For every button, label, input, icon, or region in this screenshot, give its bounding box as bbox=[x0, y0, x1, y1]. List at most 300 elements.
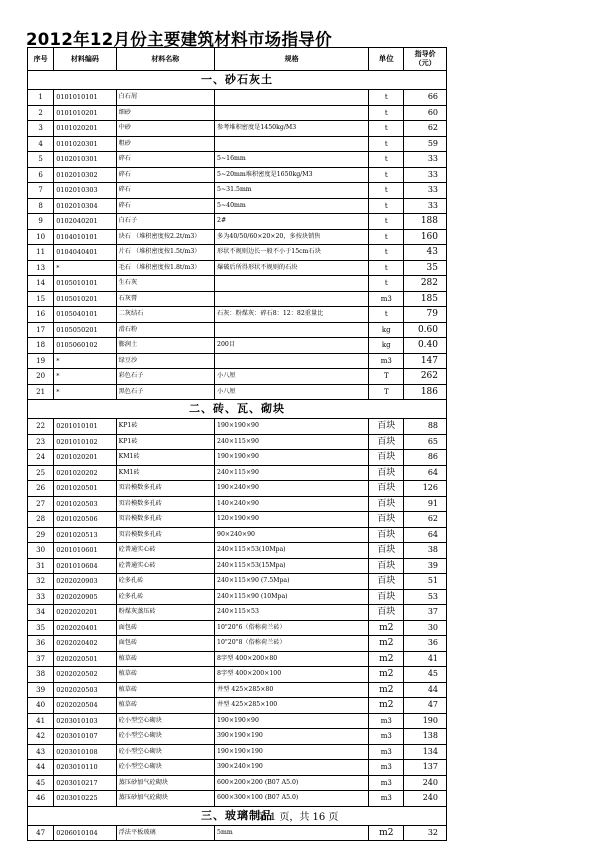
cell-price: 185 bbox=[404, 291, 447, 307]
cell-unit: 百块 bbox=[369, 574, 404, 590]
table-row bbox=[28, 307, 447, 323]
cell-spec: 600×200×200 (B07 A5.0) bbox=[215, 775, 369, 791]
cell-unit: m3 bbox=[369, 744, 404, 760]
table-row bbox=[28, 744, 447, 760]
table-header-row bbox=[28, 48, 447, 71]
cell-no: 14 bbox=[28, 276, 54, 292]
table-row bbox=[28, 605, 447, 621]
cell-unit: m2 bbox=[369, 636, 404, 652]
cell-price: 66 bbox=[404, 90, 447, 106]
cell-no: 34 bbox=[28, 605, 54, 621]
cell-no: 40 bbox=[28, 698, 54, 714]
table-row bbox=[28, 589, 447, 605]
cell-name: 砼普通实心砖 bbox=[116, 558, 214, 574]
cell-code: 0102010304 bbox=[54, 198, 116, 214]
cell-price: 38 bbox=[404, 543, 447, 559]
cell-code: 0201020501 bbox=[54, 481, 116, 497]
cell-no: 29 bbox=[28, 527, 54, 543]
table-row bbox=[28, 152, 447, 168]
cell-code: 0102010301 bbox=[54, 152, 116, 168]
header-name: 材料名称 bbox=[116, 48, 214, 71]
section-title: 三、玻璃制品 bbox=[28, 806, 447, 825]
table-row bbox=[28, 291, 447, 307]
table-row bbox=[28, 276, 447, 292]
cell-no: 39 bbox=[28, 682, 54, 698]
cell-spec: 2# bbox=[215, 214, 369, 230]
cell-code: 0202020502 bbox=[54, 667, 116, 683]
cell-no: 11 bbox=[28, 245, 54, 261]
cell-name: 细砂 bbox=[116, 105, 214, 121]
cell-no: 24 bbox=[28, 450, 54, 466]
cell-unit: 百块 bbox=[369, 543, 404, 559]
cell-no: 22 bbox=[28, 419, 54, 435]
cell-no: 38 bbox=[28, 667, 54, 683]
cell-price: 47 bbox=[404, 698, 447, 714]
cell-spec: 井型 425×285×80 bbox=[215, 682, 369, 698]
cell-name: 页岩模数多孔砖 bbox=[116, 496, 214, 512]
cell-spec: 5mm bbox=[215, 825, 369, 841]
table-row bbox=[28, 245, 447, 261]
cell-price: 186 bbox=[404, 384, 447, 400]
cell-spec: 190×190×90 bbox=[215, 419, 369, 435]
cell-name: 面包砖 bbox=[116, 636, 214, 652]
cell-name: 碎石 bbox=[116, 152, 214, 168]
cell-name: KM1砖 bbox=[116, 465, 214, 481]
table-row bbox=[28, 450, 447, 466]
cell-name: 碎石 bbox=[116, 167, 214, 183]
cell-no: 16 bbox=[28, 307, 54, 323]
cell-name: 植草砖 bbox=[116, 651, 214, 667]
cell-no: 47 bbox=[28, 825, 54, 841]
cell-unit: t bbox=[369, 307, 404, 323]
cell-spec: 爆破后所得形状不规则的石块 bbox=[215, 260, 369, 276]
cell-no: 27 bbox=[28, 496, 54, 512]
cell-no: 5 bbox=[28, 152, 54, 168]
cell-spec: 390×240×190 bbox=[215, 760, 369, 776]
cell-spec: 5~20mm堆积密度是1650kg/M3 bbox=[215, 167, 369, 183]
cell-no: 43 bbox=[28, 744, 54, 760]
cell-no: 6 bbox=[28, 167, 54, 183]
cell-code: * bbox=[54, 369, 116, 385]
cell-price: 62 bbox=[404, 512, 447, 528]
table-row bbox=[28, 384, 447, 400]
table-row bbox=[28, 682, 447, 698]
cell-spec: 600×300×100 (B07 A5.0) bbox=[215, 791, 369, 807]
cell-price: 39 bbox=[404, 558, 447, 574]
cell-price: 64 bbox=[404, 527, 447, 543]
cell-name: 植草砖 bbox=[116, 682, 214, 698]
cell-code: 0201020513 bbox=[54, 527, 116, 543]
cell-unit: kg bbox=[369, 338, 404, 354]
cell-no: 44 bbox=[28, 760, 54, 776]
cell-name: 砼小型空心砌块 bbox=[116, 760, 214, 776]
cell-spec: 240×115×90 bbox=[215, 465, 369, 481]
cell-spec bbox=[215, 276, 369, 292]
cell-spec: 10"20"6（俗称荷兰砖） bbox=[215, 620, 369, 636]
cell-unit: 百块 bbox=[369, 465, 404, 481]
cell-name: 砼普通实心砖 bbox=[116, 543, 214, 559]
cell-unit: t bbox=[369, 198, 404, 214]
cell-price: 91 bbox=[404, 496, 447, 512]
cell-name: 砼多孔砖 bbox=[116, 589, 214, 605]
cell-name: KP1砖 bbox=[116, 419, 214, 435]
cell-no: 21 bbox=[28, 384, 54, 400]
cell-spec: 参考堆积密度是1450kg/M3 bbox=[215, 121, 369, 137]
cell-price: 160 bbox=[404, 229, 447, 245]
table-row bbox=[28, 543, 447, 559]
cell-spec: 井型 425×285×100 bbox=[215, 698, 369, 714]
cell-code: * bbox=[54, 353, 116, 369]
cell-unit: m2 bbox=[369, 682, 404, 698]
cell-price: 79 bbox=[404, 307, 447, 323]
cell-no: 32 bbox=[28, 574, 54, 590]
table-row bbox=[28, 353, 447, 369]
table-row bbox=[28, 136, 447, 152]
cell-price: 30 bbox=[404, 620, 447, 636]
cell-code: 0102010302 bbox=[54, 167, 116, 183]
cell-spec: 190×190×190 bbox=[215, 744, 369, 760]
cell-name: 砼小型空心砌块 bbox=[116, 744, 214, 760]
cell-unit: 百块 bbox=[369, 496, 404, 512]
cell-code: 0101010201 bbox=[54, 105, 116, 121]
cell-name: 石灰膏 bbox=[116, 291, 214, 307]
cell-unit: kg bbox=[369, 322, 404, 338]
table-row bbox=[28, 729, 447, 745]
table-row bbox=[28, 698, 447, 714]
cell-no: 3 bbox=[28, 121, 54, 137]
cell-price: 43 bbox=[404, 245, 447, 261]
section-title: 一、砂石灰土 bbox=[28, 71, 447, 90]
cell-no: 19 bbox=[28, 353, 54, 369]
cell-spec: 190×190×90 bbox=[215, 450, 369, 466]
cell-name: 浮法平板玻璃 bbox=[116, 825, 214, 841]
table-row bbox=[28, 322, 447, 338]
cell-no: 10 bbox=[28, 229, 54, 245]
cell-name: 生石灰 bbox=[116, 276, 214, 292]
cell-name: 碎石 bbox=[116, 198, 214, 214]
cell-unit: m3 bbox=[369, 353, 404, 369]
cell-code: 0201020202 bbox=[54, 465, 116, 481]
cell-name: 毛石 （堆积密度按1.8t/m3） bbox=[116, 260, 214, 276]
cell-unit: 百块 bbox=[369, 558, 404, 574]
cell-code: * bbox=[54, 384, 116, 400]
cell-code: 0102040201 bbox=[54, 214, 116, 230]
cell-price: 240 bbox=[404, 775, 447, 791]
cell-unit: t bbox=[369, 152, 404, 168]
cell-unit: t bbox=[369, 214, 404, 230]
cell-name: 二灰结石 bbox=[116, 307, 214, 323]
cell-price: 62 bbox=[404, 121, 447, 137]
cell-name: 黑色石子 bbox=[116, 384, 214, 400]
cell-price: 41 bbox=[404, 651, 447, 667]
cell-price: 282 bbox=[404, 276, 447, 292]
cell-code: 0206010104 bbox=[54, 825, 116, 841]
table-row bbox=[28, 105, 447, 121]
cell-code: 0201010604 bbox=[54, 558, 116, 574]
cell-unit: 百块 bbox=[369, 434, 404, 450]
cell-unit: 百块 bbox=[369, 527, 404, 543]
price-table bbox=[27, 47, 447, 841]
cell-code: 0203010108 bbox=[54, 744, 116, 760]
cell-no: 2 bbox=[28, 105, 54, 121]
cell-no: 1 bbox=[28, 90, 54, 106]
table-row bbox=[28, 183, 447, 199]
cell-spec: 小八厘 bbox=[215, 369, 369, 385]
cell-code: 0101010101 bbox=[54, 90, 116, 106]
table-row bbox=[28, 90, 447, 106]
cell-unit: 百块 bbox=[369, 419, 404, 435]
cell-price: 188 bbox=[404, 214, 447, 230]
cell-spec: 8字型 400×200×80 bbox=[215, 651, 369, 667]
table-row bbox=[28, 651, 447, 667]
cell-unit: t bbox=[369, 167, 404, 183]
cell-price: 65 bbox=[404, 434, 447, 450]
cell-price: 33 bbox=[404, 183, 447, 199]
table-row bbox=[28, 214, 447, 230]
cell-no: 41 bbox=[28, 713, 54, 729]
cell-price: 240 bbox=[404, 791, 447, 807]
cell-code: 0203010103 bbox=[54, 713, 116, 729]
cell-price: 59 bbox=[404, 136, 447, 152]
cell-spec: 140×240×90 bbox=[215, 496, 369, 512]
cell-name: 蒸压砂加气砼砌块 bbox=[116, 775, 214, 791]
cell-name: KP1砖 bbox=[116, 434, 214, 450]
cell-code: 0201020503 bbox=[54, 496, 116, 512]
cell-code: 0105040101 bbox=[54, 307, 116, 323]
cell-spec: 240×115×90 (7.5Mpa) bbox=[215, 574, 369, 590]
table-row bbox=[28, 760, 447, 776]
cell-price: 88 bbox=[404, 419, 447, 435]
cell-spec: 240×115×53(10Mpa) bbox=[215, 543, 369, 559]
cell-no: 13 bbox=[28, 260, 54, 276]
cell-name: 植草砖 bbox=[116, 698, 214, 714]
table-row bbox=[28, 198, 447, 214]
cell-spec: 240×115×53(15Mpa) bbox=[215, 558, 369, 574]
table-row bbox=[28, 512, 447, 528]
cell-code: 0202020504 bbox=[54, 698, 116, 714]
cell-price: 138 bbox=[404, 729, 447, 745]
cell-unit: m2 bbox=[369, 667, 404, 683]
cell-name: 砼小型空心砌块 bbox=[116, 713, 214, 729]
cell-unit: t bbox=[369, 276, 404, 292]
cell-price: 33 bbox=[404, 198, 447, 214]
cell-price: 32 bbox=[404, 825, 447, 841]
cell-unit: T bbox=[369, 384, 404, 400]
cell-unit: 百块 bbox=[369, 605, 404, 621]
cell-spec: 5~31.5mm bbox=[215, 183, 369, 199]
cell-name: 中砂 bbox=[116, 121, 214, 137]
cell-unit: t bbox=[369, 245, 404, 261]
cell-name: 片石 （堆积密度按1.5t/m3） bbox=[116, 245, 214, 261]
cell-unit: t bbox=[369, 260, 404, 276]
cell-spec: 120×190×90 bbox=[215, 512, 369, 528]
cell-code: 0104010101 bbox=[54, 229, 116, 245]
cell-code: 0203010110 bbox=[54, 760, 116, 776]
table-row bbox=[28, 558, 447, 574]
cell-spec: 240×115×53 bbox=[215, 605, 369, 621]
cell-unit: 百块 bbox=[369, 481, 404, 497]
cell-spec: 小八厘 bbox=[215, 384, 369, 400]
table-body bbox=[28, 71, 447, 841]
cell-code: 0101020301 bbox=[54, 136, 116, 152]
table-row bbox=[28, 527, 447, 543]
section-row bbox=[28, 400, 447, 419]
cell-unit: t bbox=[369, 183, 404, 199]
cell-code: 0202020905 bbox=[54, 589, 116, 605]
page-title: 2012年12月份主要建筑材料市场指导价 bbox=[26, 30, 332, 49]
cell-spec bbox=[215, 353, 369, 369]
header-price: 指导价（元） bbox=[404, 48, 447, 71]
table-row bbox=[28, 434, 447, 450]
cell-price: 0.60 bbox=[404, 322, 447, 338]
cell-unit: t bbox=[369, 136, 404, 152]
cell-price: 35 bbox=[404, 260, 447, 276]
cell-unit: 百块 bbox=[369, 450, 404, 466]
cell-no: 35 bbox=[28, 620, 54, 636]
cell-price: 126 bbox=[404, 481, 447, 497]
cell-unit: m3 bbox=[369, 775, 404, 791]
cell-no: 7 bbox=[28, 183, 54, 199]
cell-name: 砼小型空心砌块 bbox=[116, 729, 214, 745]
cell-name: 绿豆沙 bbox=[116, 353, 214, 369]
cell-spec: 90×240×90 bbox=[215, 527, 369, 543]
table-row bbox=[28, 791, 447, 807]
cell-no: 23 bbox=[28, 434, 54, 450]
cell-spec: 240×115×90 bbox=[215, 434, 369, 450]
cell-unit: t bbox=[369, 90, 404, 106]
cell-price: 137 bbox=[404, 760, 447, 776]
table-row bbox=[28, 713, 447, 729]
table-row bbox=[28, 229, 447, 245]
cell-unit: m3 bbox=[369, 291, 404, 307]
cell-code: 0202020401 bbox=[54, 620, 116, 636]
cell-price: 60 bbox=[404, 105, 447, 121]
cell-no: 30 bbox=[28, 543, 54, 559]
cell-name: 页岩模数多孔砖 bbox=[116, 481, 214, 497]
cell-price: 262 bbox=[404, 369, 447, 385]
header-spec: 规格 bbox=[215, 48, 369, 71]
table-row bbox=[28, 369, 447, 385]
cell-unit: m2 bbox=[369, 620, 404, 636]
header-no: 序号 bbox=[28, 48, 54, 71]
cell-spec: 190×240×90 bbox=[215, 481, 369, 497]
cell-spec bbox=[215, 322, 369, 338]
cell-code: 0203010225 bbox=[54, 791, 116, 807]
cell-code: * bbox=[54, 260, 116, 276]
cell-no: 45 bbox=[28, 775, 54, 791]
cell-price: 51 bbox=[404, 574, 447, 590]
cell-code: 0202020402 bbox=[54, 636, 116, 652]
cell-code: 0104040401 bbox=[54, 245, 116, 261]
cell-name: 白石子 bbox=[116, 214, 214, 230]
cell-code: 0105050201 bbox=[54, 322, 116, 338]
cell-unit: t bbox=[369, 105, 404, 121]
cell-unit: 百块 bbox=[369, 512, 404, 528]
cell-spec: 多为40/50/60×20×20，多按块销售 bbox=[215, 229, 369, 245]
cell-spec: 240×115×90 (10Mpa) bbox=[215, 589, 369, 605]
cell-no: 9 bbox=[28, 214, 54, 230]
cell-price: 45 bbox=[404, 667, 447, 683]
cell-name: 页岩模数多孔砖 bbox=[116, 512, 214, 528]
cell-spec: 200目 bbox=[215, 338, 369, 354]
cell-name: 粉煤灰蒸压砖 bbox=[116, 605, 214, 621]
cell-name: 碎石 bbox=[116, 183, 214, 199]
cell-name: 页岩模数多孔砖 bbox=[116, 527, 214, 543]
cell-unit: m3 bbox=[369, 791, 404, 807]
cell-spec: 10"20"8（俗称荷兰砖） bbox=[215, 636, 369, 652]
cell-no: 46 bbox=[28, 791, 54, 807]
cell-code: 0203010217 bbox=[54, 775, 116, 791]
cell-unit: t bbox=[369, 229, 404, 245]
cell-no: 31 bbox=[28, 558, 54, 574]
table-row bbox=[28, 667, 447, 683]
table-row bbox=[28, 775, 447, 791]
table-row bbox=[28, 574, 447, 590]
cell-price: 53 bbox=[404, 589, 447, 605]
cell-unit: m3 bbox=[369, 713, 404, 729]
section-title: 二、砖、瓦、砌块 bbox=[28, 400, 447, 419]
cell-name: 彩色石子 bbox=[116, 369, 214, 385]
cell-code: 0201010101 bbox=[54, 419, 116, 435]
cell-code: 0202020501 bbox=[54, 651, 116, 667]
cell-no: 25 bbox=[28, 465, 54, 481]
cell-no: 8 bbox=[28, 198, 54, 214]
cell-no: 17 bbox=[28, 322, 54, 338]
table-row bbox=[28, 481, 447, 497]
cell-spec: 390×190×190 bbox=[215, 729, 369, 745]
section-row bbox=[28, 71, 447, 90]
cell-name: KM1砖 bbox=[116, 450, 214, 466]
cell-price: 0.40 bbox=[404, 338, 447, 354]
table-row bbox=[28, 636, 447, 652]
cell-no: 15 bbox=[28, 291, 54, 307]
cell-unit: m3 bbox=[369, 760, 404, 776]
table-row bbox=[28, 121, 447, 137]
cell-name: 膨润土 bbox=[116, 338, 214, 354]
cell-price: 86 bbox=[404, 450, 447, 466]
cell-price: 36 bbox=[404, 636, 447, 652]
cell-name: 粗砂 bbox=[116, 136, 214, 152]
cell-name: 滑石粉 bbox=[116, 322, 214, 338]
table-row bbox=[28, 338, 447, 354]
cell-no: 18 bbox=[28, 338, 54, 354]
cell-unit: m2 bbox=[369, 825, 404, 841]
table-row bbox=[28, 825, 447, 841]
cell-code: 0202020201 bbox=[54, 605, 116, 621]
cell-price: 33 bbox=[404, 152, 447, 168]
cell-code: 0105060102 bbox=[54, 338, 116, 354]
header-unit: 单位 bbox=[369, 48, 404, 71]
cell-code: 0201020201 bbox=[54, 450, 116, 466]
cell-no: 4 bbox=[28, 136, 54, 152]
cell-unit: 百块 bbox=[369, 589, 404, 605]
cell-code: 0201020506 bbox=[54, 512, 116, 528]
cell-no: 33 bbox=[28, 589, 54, 605]
cell-spec: 5~16mm bbox=[215, 152, 369, 168]
cell-spec: 8字型 400×200×100 bbox=[215, 667, 369, 683]
cell-price: 134 bbox=[404, 744, 447, 760]
cell-unit: m2 bbox=[369, 698, 404, 714]
cell-price: 33 bbox=[404, 167, 447, 183]
cell-price: 147 bbox=[404, 353, 447, 369]
page-footer: 第 1 页，共 16 页 bbox=[256, 812, 339, 823]
cell-code: 0201010102 bbox=[54, 434, 116, 450]
header-code: 材料编码 bbox=[54, 48, 116, 71]
cell-spec: 190×190×90 bbox=[215, 713, 369, 729]
cell-name: 块石 （堆积密度按2.2t/m3） bbox=[116, 229, 214, 245]
cell-code: 0105010101 bbox=[54, 276, 116, 292]
cell-spec bbox=[215, 291, 369, 307]
